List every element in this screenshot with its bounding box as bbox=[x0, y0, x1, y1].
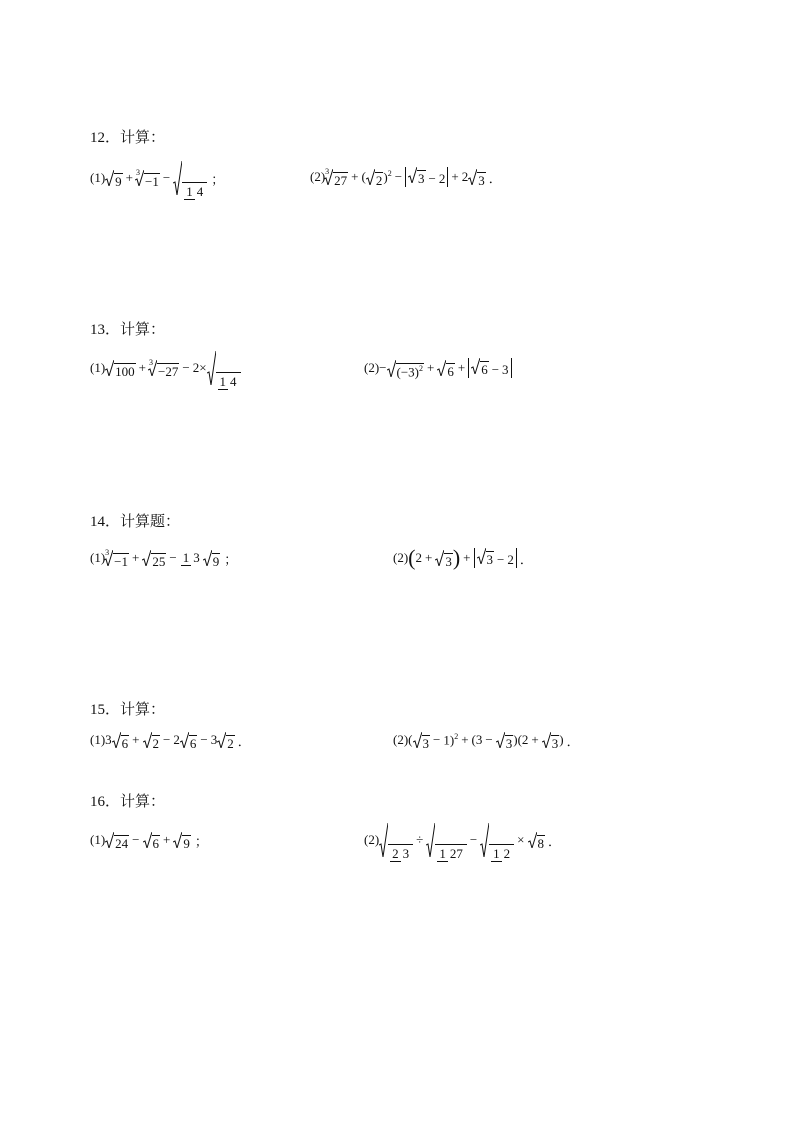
problem-15-title bbox=[90, 698, 165, 719]
problem-15-part-2: (2) ( 3 − 1)$^2$ + (3 − 3 )(2 + 3 ) ． bbox=[393, 731, 580, 751]
problem-13-part-1: (1) 100 + 3 −27 − 2× 1 4 bbox=[90, 350, 241, 386]
problem-13-part-2: (2) − $(-3)^2$ + 6 + 6 − 3 bbox=[364, 357, 512, 379]
part-marker: (2) bbox=[310, 169, 326, 184]
problem-16-title bbox=[90, 790, 165, 811]
period: ． bbox=[488, 170, 502, 186]
semicolon: ； bbox=[224, 551, 238, 567]
cbrt-minus-1: −1 bbox=[135, 170, 160, 186]
part-marker: (1) bbox=[90, 360, 106, 375]
semicolon: ； bbox=[194, 833, 208, 849]
problem-12-part-2: (2) 3 27 + ( 2 )$^2$ − 3 − 2 + 2 3 ． bbox=[310, 166, 502, 188]
problem-label: 计算： bbox=[120, 322, 166, 338]
problem-15-part-1: (1) 3 6 + 2 − 2 6 − 3 2 ． bbox=[90, 732, 251, 751]
problem-12-title bbox=[90, 126, 165, 147]
part-marker: (2) bbox=[393, 732, 409, 747]
part-marker: (1) bbox=[90, 550, 106, 565]
period: ． bbox=[237, 733, 251, 749]
problem-label: 计算： bbox=[120, 702, 166, 718]
part-marker: (2) bbox=[393, 550, 409, 565]
problem-label: 计算： bbox=[120, 794, 166, 810]
problem-12-part-1: (1) 9 + 3 −1 − 1 4 ； bbox=[90, 160, 224, 196]
problem-label: 计算题： bbox=[120, 514, 181, 530]
problem-14-part-2: (2) ( 2 + 3 ) + 3 − 2 ． bbox=[393, 545, 533, 570]
semicolon: ； bbox=[211, 171, 225, 187]
problem-number: 12． bbox=[90, 130, 121, 146]
part-marker: (2) bbox=[364, 832, 380, 847]
period: ． bbox=[548, 833, 562, 849]
period: ． bbox=[519, 551, 533, 567]
part-marker: (1) bbox=[90, 170, 106, 185]
part-marker: (2) bbox=[364, 360, 380, 375]
period: ． bbox=[566, 733, 580, 749]
problem-14-part-1: (1) 3 −1 + 25 − 1 3 9 ； bbox=[90, 547, 238, 569]
problem-13-title bbox=[90, 318, 165, 339]
problem-16-part-2: (2) 2 3 ÷ 1 27 − 1 2 × 8 ． bbox=[364, 822, 561, 858]
part-marker: (1) bbox=[90, 832, 106, 847]
problem-label: 计算： bbox=[120, 130, 166, 146]
problem-14-title bbox=[90, 510, 180, 531]
sqrt-one-quarter: 1 4 bbox=[173, 161, 207, 195]
problem-number: 13． bbox=[90, 322, 121, 338]
problem-number: 15． bbox=[90, 702, 121, 718]
problem-16-part-1: (1) 24 − 6 + 9 ； bbox=[90, 832, 208, 851]
problem-number: 16． bbox=[90, 794, 121, 810]
part-marker: (1) bbox=[90, 732, 106, 747]
sqrt-9: 9 bbox=[105, 170, 123, 186]
problem-number: 14． bbox=[90, 514, 121, 530]
